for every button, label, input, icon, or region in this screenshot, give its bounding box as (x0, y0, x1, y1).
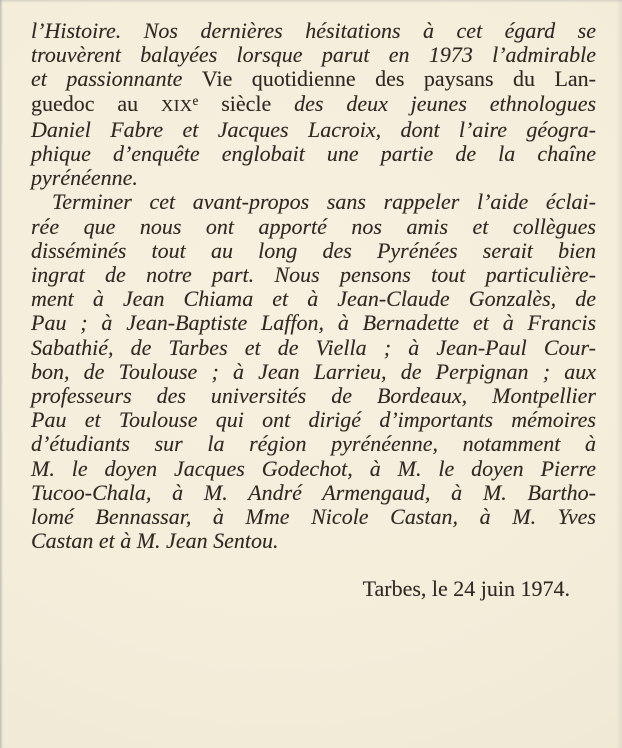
text-line: M. le doyen Jacques Godechot, à M. le doyen Pierre (31, 455, 596, 481)
text-line: professeurs des universités de Bordeaux, Montpellier (31, 383, 596, 409)
dateline: Tarbes, le 24 juin 1974. (362, 576, 570, 602)
paragraph-2 (31, 190, 596, 553)
text-line: ment à Jean Chiama et à Jean-Claude Gonzalès, de (31, 286, 596, 312)
text-line: phique d’enquête englobait une partie de la chaîne (31, 141, 596, 167)
book-title-segment: siècle (221, 90, 272, 116)
text-line: Pau et Toulouse qui ont dirigé d’importants mémoires (31, 407, 596, 433)
text-line: Sabathié, de Tarbes et de Viella ; à Jean-Paul Cour- (31, 334, 596, 360)
text-line: Castan et à M. Jean Sentou. (31, 528, 279, 554)
text-line (31, 92, 596, 118)
book-title-segment: guedoc au (31, 90, 139, 116)
page-text (31, 19, 596, 602)
text-line: Daniel Fabre et Jacques Lacroix, dont l’aire géogra- (31, 116, 596, 142)
text-line: bon, de Toulouse ; à Jean Larrieu, de Perpignan ; aux (31, 358, 596, 384)
roman-numeral-smallcaps: XIX (160, 95, 193, 115)
text-line: Pau ; à Jean-Baptiste Laffon, à Bernadette et à Francis (31, 310, 596, 336)
book-title-segment: Vie quotidienne des paysans du Lan- (201, 66, 596, 92)
text-line: disséminés tout au long des Pyrénées serait bien (31, 237, 596, 263)
ordinal-superscript: e (192, 92, 199, 108)
italic-segment: et passionnante (31, 66, 183, 92)
paragraph-1 (31, 19, 596, 190)
text-line: l’Histoire. Nos dernières hésitations à cet égard se (31, 18, 596, 43)
text-line: Terminer cet avant-propos sans rappeler l’aide éclai- (52, 189, 596, 215)
text-line: trouvèrent balayées lorsque parut en 1973 l’admirable (31, 42, 596, 68)
text-line: d’étudiants sur la région pyrénéenne, notamment à (31, 431, 596, 457)
text-line: ingrat de notre part. Nous pensons tout particulière- (31, 262, 596, 288)
text-line: rée que nous ont apporté nos amis et collègues (31, 213, 596, 239)
text-line: pyrénéenne. (31, 165, 138, 191)
text-line: lomé Bennassar, à Mme Nicole Castan, à M. Yves (31, 504, 596, 530)
text-line (31, 67, 596, 91)
italic-segment: des deux jeunes ethnologues (294, 90, 597, 116)
text-line: Tucoo-Chala, à M. André Armengaud, à M. Bartho- (31, 479, 596, 505)
